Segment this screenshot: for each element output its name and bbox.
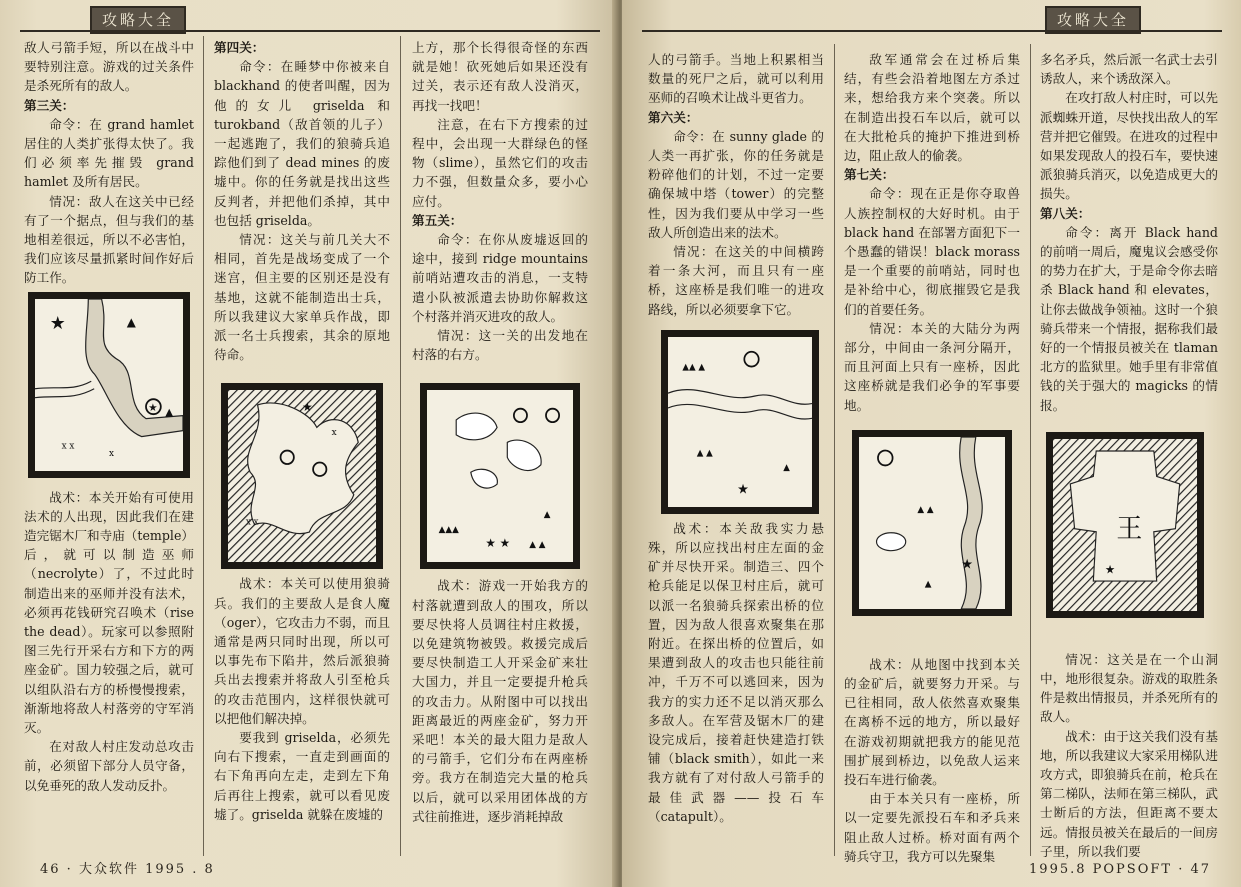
map-level-5 xyxy=(420,383,580,569)
paragraph: 命令：现在正是你夺取兽人族控制权的大好时机。由于 black hand 在部署方面犯下一个愚蠢的错误！black morass 是一个重要的前哨站，同时也是补给中心，彻底摧毁它是我们的首要任务。 xyxy=(844,186,1020,317)
paragraph: 命令：在你从废墟返回的途中，接到 ridge mountains 前哨站遭攻击的消息，一支特遣小队被派遣去协助你解救这个村落并消灭进攻的敌人。 xyxy=(412,232,588,324)
svg-text:▲: ▲ xyxy=(924,579,932,590)
column-divider xyxy=(1030,44,1031,856)
map-level-8-label: 王 xyxy=(1116,513,1143,545)
map-level-6 xyxy=(661,330,819,514)
svg-text:★: ★ xyxy=(49,312,66,334)
svg-text:▲▲ ▲: ▲▲ ▲ xyxy=(682,362,706,373)
paragraph: 上方，那个长得很奇怪的东西就是她！砍死她后如果还没有过关，表示还有敌人没消灭，再找一找吧！ xyxy=(412,40,588,113)
section-heading: 第五关： xyxy=(412,212,463,228)
paragraph: 战术：本关开始有可使用法术的人出现，因此我们在建造完锯木厂和寺庙（temple）后，就可以制造巫师（necrolyte）了，不过此时制造出来的巫师并没有法术，必须再花钱研究召唤术（rise the dead）。玩家可以参照附图三先行开采右方和下方的两座金矿。国力较强之后，就可以组队沿右方的桥慢慢搜索，渐渐地将敌人村落旁的守军消灭。 xyxy=(24,489,194,736)
paragraph: 要我到 griselda，必须先向右下搜索，一直走到画面的右下角再向左走，走到左下角后再往上搜索，就可以看见废墟了。griselda 就躲在废墟的 xyxy=(214,730,390,822)
svg-text:★ ★: ★ ★ xyxy=(485,535,511,551)
section-heading: 第八关： xyxy=(1040,205,1091,221)
paragraph: 情况：这关与前几关大不相同，首先是战场变成了一个迷宫，但主要的区别还是没有基地，这就不能制造出士兵，所以我建议大家单兵作战，即派一名士兵搜索，其余的原地待命。 xyxy=(214,232,390,363)
svg-text:★: ★ xyxy=(737,482,749,498)
map-level-4-drawing xyxy=(228,390,376,562)
section-heading: 第七关： xyxy=(844,167,895,183)
paragraph: 命令：离开 Black hand 的前哨一周后，魔鬼议会感受你的势力在扩大，于是命令你去暗杀 Black hand 和 elevates，让你去做战争领袖。这时一个狼骑兵带来一个情报，据称我们最好的一个情报员被关在 tlaman 北方的监狱里。她手里有非常值钱的关于强大的 magicks 的情报。 xyxy=(1040,224,1218,413)
svg-text:★: ★ xyxy=(1104,562,1116,577)
map-level-3 xyxy=(28,292,190,478)
paragraph: 人的弓箭手。当地上积累相当数量的死尸之后，就可以利用巫师的召唤术让战斗更省力。 xyxy=(648,52,824,106)
right-header-rule xyxy=(642,30,1222,32)
svg-text:x x: x x xyxy=(245,517,259,528)
left-header-rule xyxy=(20,30,600,32)
svg-text:▲: ▲ xyxy=(165,406,174,419)
map-level-8-drawing xyxy=(1053,439,1197,611)
paragraph: 命令：在 sunny glade 的人类一再扩张，你的任务就是粉碎他们的计划，不过一定要确保城中塔（tower）的完整性，因为我们要从中学习一些敌人所创造出来的法术。 xyxy=(648,128,824,240)
right-header-tab: 攻略大全 xyxy=(1045,6,1141,34)
paragraph: 命令：在 grand hamlet 居住的人类扩张得太快了。我们必须率先摧毁 grand hamlet 及所有居民。 xyxy=(24,116,194,190)
svg-text:▲ ▲: ▲ ▲ xyxy=(917,504,934,515)
svg-text:x: x xyxy=(331,427,337,438)
paragraph: 战术：由于这关我们没有基地，所以我建议大家采用梯队进攻方式，即狼骑兵在前，枪兵在第二梯队，法师在第三梯队，武士断后的方法，但距离不要太远。情报员被关在最后的一间房子里，所以我们要 xyxy=(1040,728,1218,859)
svg-text:▲ ▲: ▲ ▲ xyxy=(529,539,546,551)
map-level-7-drawing xyxy=(859,437,1005,609)
paragraph: 情况：本关的大陆分为两部分，中间由一条河分隔开，而且河面上只有一座桥，因此这座桥就是我们必争的军事要地。 xyxy=(844,320,1020,413)
column-divider xyxy=(834,44,835,856)
paragraph: 情况：敌人在这关中已经有了一个据点，但与我们的基地相差很远，所以不必害怕，我们应该尽量抓紧时间作好后防工作。 xyxy=(24,193,194,286)
paragraph: 情况：这关是在一个山洞中，地形很复杂。游戏的取胜条件是救出情报员，并杀死所有的敌人。 xyxy=(1040,651,1218,725)
left-folio: 46 · 大众软件 1995 . 8 xyxy=(40,862,215,877)
map-level-5-drawing xyxy=(427,390,573,562)
paragraph: 敌人弓箭手短，所以在战斗中要特别注意。游戏的过关条件是杀死所有的敌人。 xyxy=(24,40,194,94)
map-level-6-drawing xyxy=(668,337,812,507)
map-level-7 xyxy=(852,430,1012,616)
svg-text:★: ★ xyxy=(961,557,973,573)
svg-text:x x: x x xyxy=(61,441,75,452)
svg-text:▲ ▲: ▲ ▲ xyxy=(696,448,713,459)
section-heading: 第六关： xyxy=(648,109,699,125)
paragraph: 战术：本关可以使用狼骑兵。我们的主要敌人是食人魔（oger），它攻击力不弱，而且通常是两只同时出现，所以可以事先布下陷井，然后派狼骑兵出去搜索并将敌人引至枪兵的攻击范围内，这样很快就可以把他们解决掉。 xyxy=(214,576,390,726)
column-divider xyxy=(203,36,204,856)
paragraph: 战术：本关敌我实力悬殊，所以应找出村庄左面的金矿并尽快开采。制造三、四个枪兵能足以保卫村庄后，就可以派一名狼骑兵探索出桥的位置，因为敌人很喜欢聚集在那附近。在探出桥的位置后，如果遭到敌人的攻击也只能往前冲，千万不可以逃回来，因为我方的实力还不足以消灭那么多敌人。在军营及锯木厂的建设完成后，接着赶快建造打铁铺（black smith），如此一来我方就有了对付敌人弓箭手的最佳武器——投石车（catapult）。 xyxy=(648,520,824,824)
svg-text:▲: ▲ xyxy=(783,462,790,474)
svg-text:★: ★ xyxy=(302,399,313,414)
paragraph: 注意，在右下方搜索的过程中，会出现一大群绿色的怪物（slime），虽然它们的攻击力不强，但数量众多，要小心应付。 xyxy=(412,116,588,209)
paragraph: 战术：从地图中找到本关的金矿后，就要努力开采。与已往相同，敌人依然喜欢聚集在离桥不远的地方，所以最好在游戏初期就把我方的能见范围扩展到桥边，以免敌人运来投石车进行偷袭。 xyxy=(844,656,1020,788)
svg-text:x: x xyxy=(109,449,115,460)
paragraph: 在对敌人村庄发动总攻击前，必须留下部分人员守备，以免垂死的敌人发动反扑。 xyxy=(24,739,194,793)
column-divider xyxy=(400,36,401,856)
paragraph: 在攻打敌人村庄时，可以先派蜘蛛开道，尽快找出敌人的军营并把它催毁。在进攻的过程中如果发现敌人的投石车，要快速派狼骑兵消灭，以免造成更大的损失。 xyxy=(1040,90,1218,202)
paragraph: 战术：游戏一开始我方的村落就遭到敌人的围攻，所以要尽快将人员调往村庄救援，以免建筑物被毁。救援完成后要尽快制造工人开采金矿来壮大国力，并且一定要提升枪兵的攻击力。从附图中可以找出距离最近的两座金矿，努力开采吧！本关的最大阻力是敌人的弓箭手，它们分布在两座桥旁。我方在制造完大量的枪兵以后，就可以采用团体战的方式往前推进，逐步消耗掉敌 xyxy=(412,578,588,824)
paragraph: 多名矛兵，然后派一名武士去引诱敌人，来个诱敌深入。 xyxy=(1040,52,1218,87)
paragraph: 由于本关只有一座桥，所以一定要先派投石车和矛兵来阻止敌人过桥。桥对面有两个骑兵守卫，我方可以先聚集 xyxy=(844,791,1020,864)
paragraph: 敌军通常会在过桥后集结，有些会沿着地图左方杀过来，想给我方来个突袭。所以在制造出投石车以后，就可以在大批枪兵的掩护下推进到桥边，阻止敌人的偷袭。 xyxy=(844,52,1020,164)
right-folio: 1995.8 POPSOFT · 47 xyxy=(1029,862,1211,877)
paragraph: 情况：这一关的出发地在村落的右方。 xyxy=(412,328,588,363)
left-header-tab: 攻略大全 xyxy=(90,6,186,34)
paragraph: 情况：在这关的中间横跨着一条大河，而且只有一座桥，这座桥是我们唯一的进攻路线，所以必须要拿下它。 xyxy=(648,244,824,317)
svg-text:▲▲▲: ▲▲▲ xyxy=(438,525,459,536)
svg-text:★: ★ xyxy=(148,402,158,415)
svg-text:▲: ▲ xyxy=(543,510,551,521)
paragraph: 命令：在睡梦中你被来自 blackhand 的使者叫醒，因为他的女儿 griselda 和 turokband（敌首领的儿子）一起逃跑了，我们的狼骑兵追踪他们到了 dead mines 的废墟中。你的任务就是找出这些反判者，并把他们杀掉，其中也包括 griselda。 xyxy=(214,59,390,228)
map-level-4 xyxy=(221,383,383,569)
map-level-8 xyxy=(1046,432,1204,618)
section-heading: 第三关： xyxy=(24,97,75,113)
section-heading: 第四关： xyxy=(214,40,265,55)
map-level-3-drawing xyxy=(35,299,183,471)
svg-text:▲: ▲ xyxy=(126,314,136,329)
